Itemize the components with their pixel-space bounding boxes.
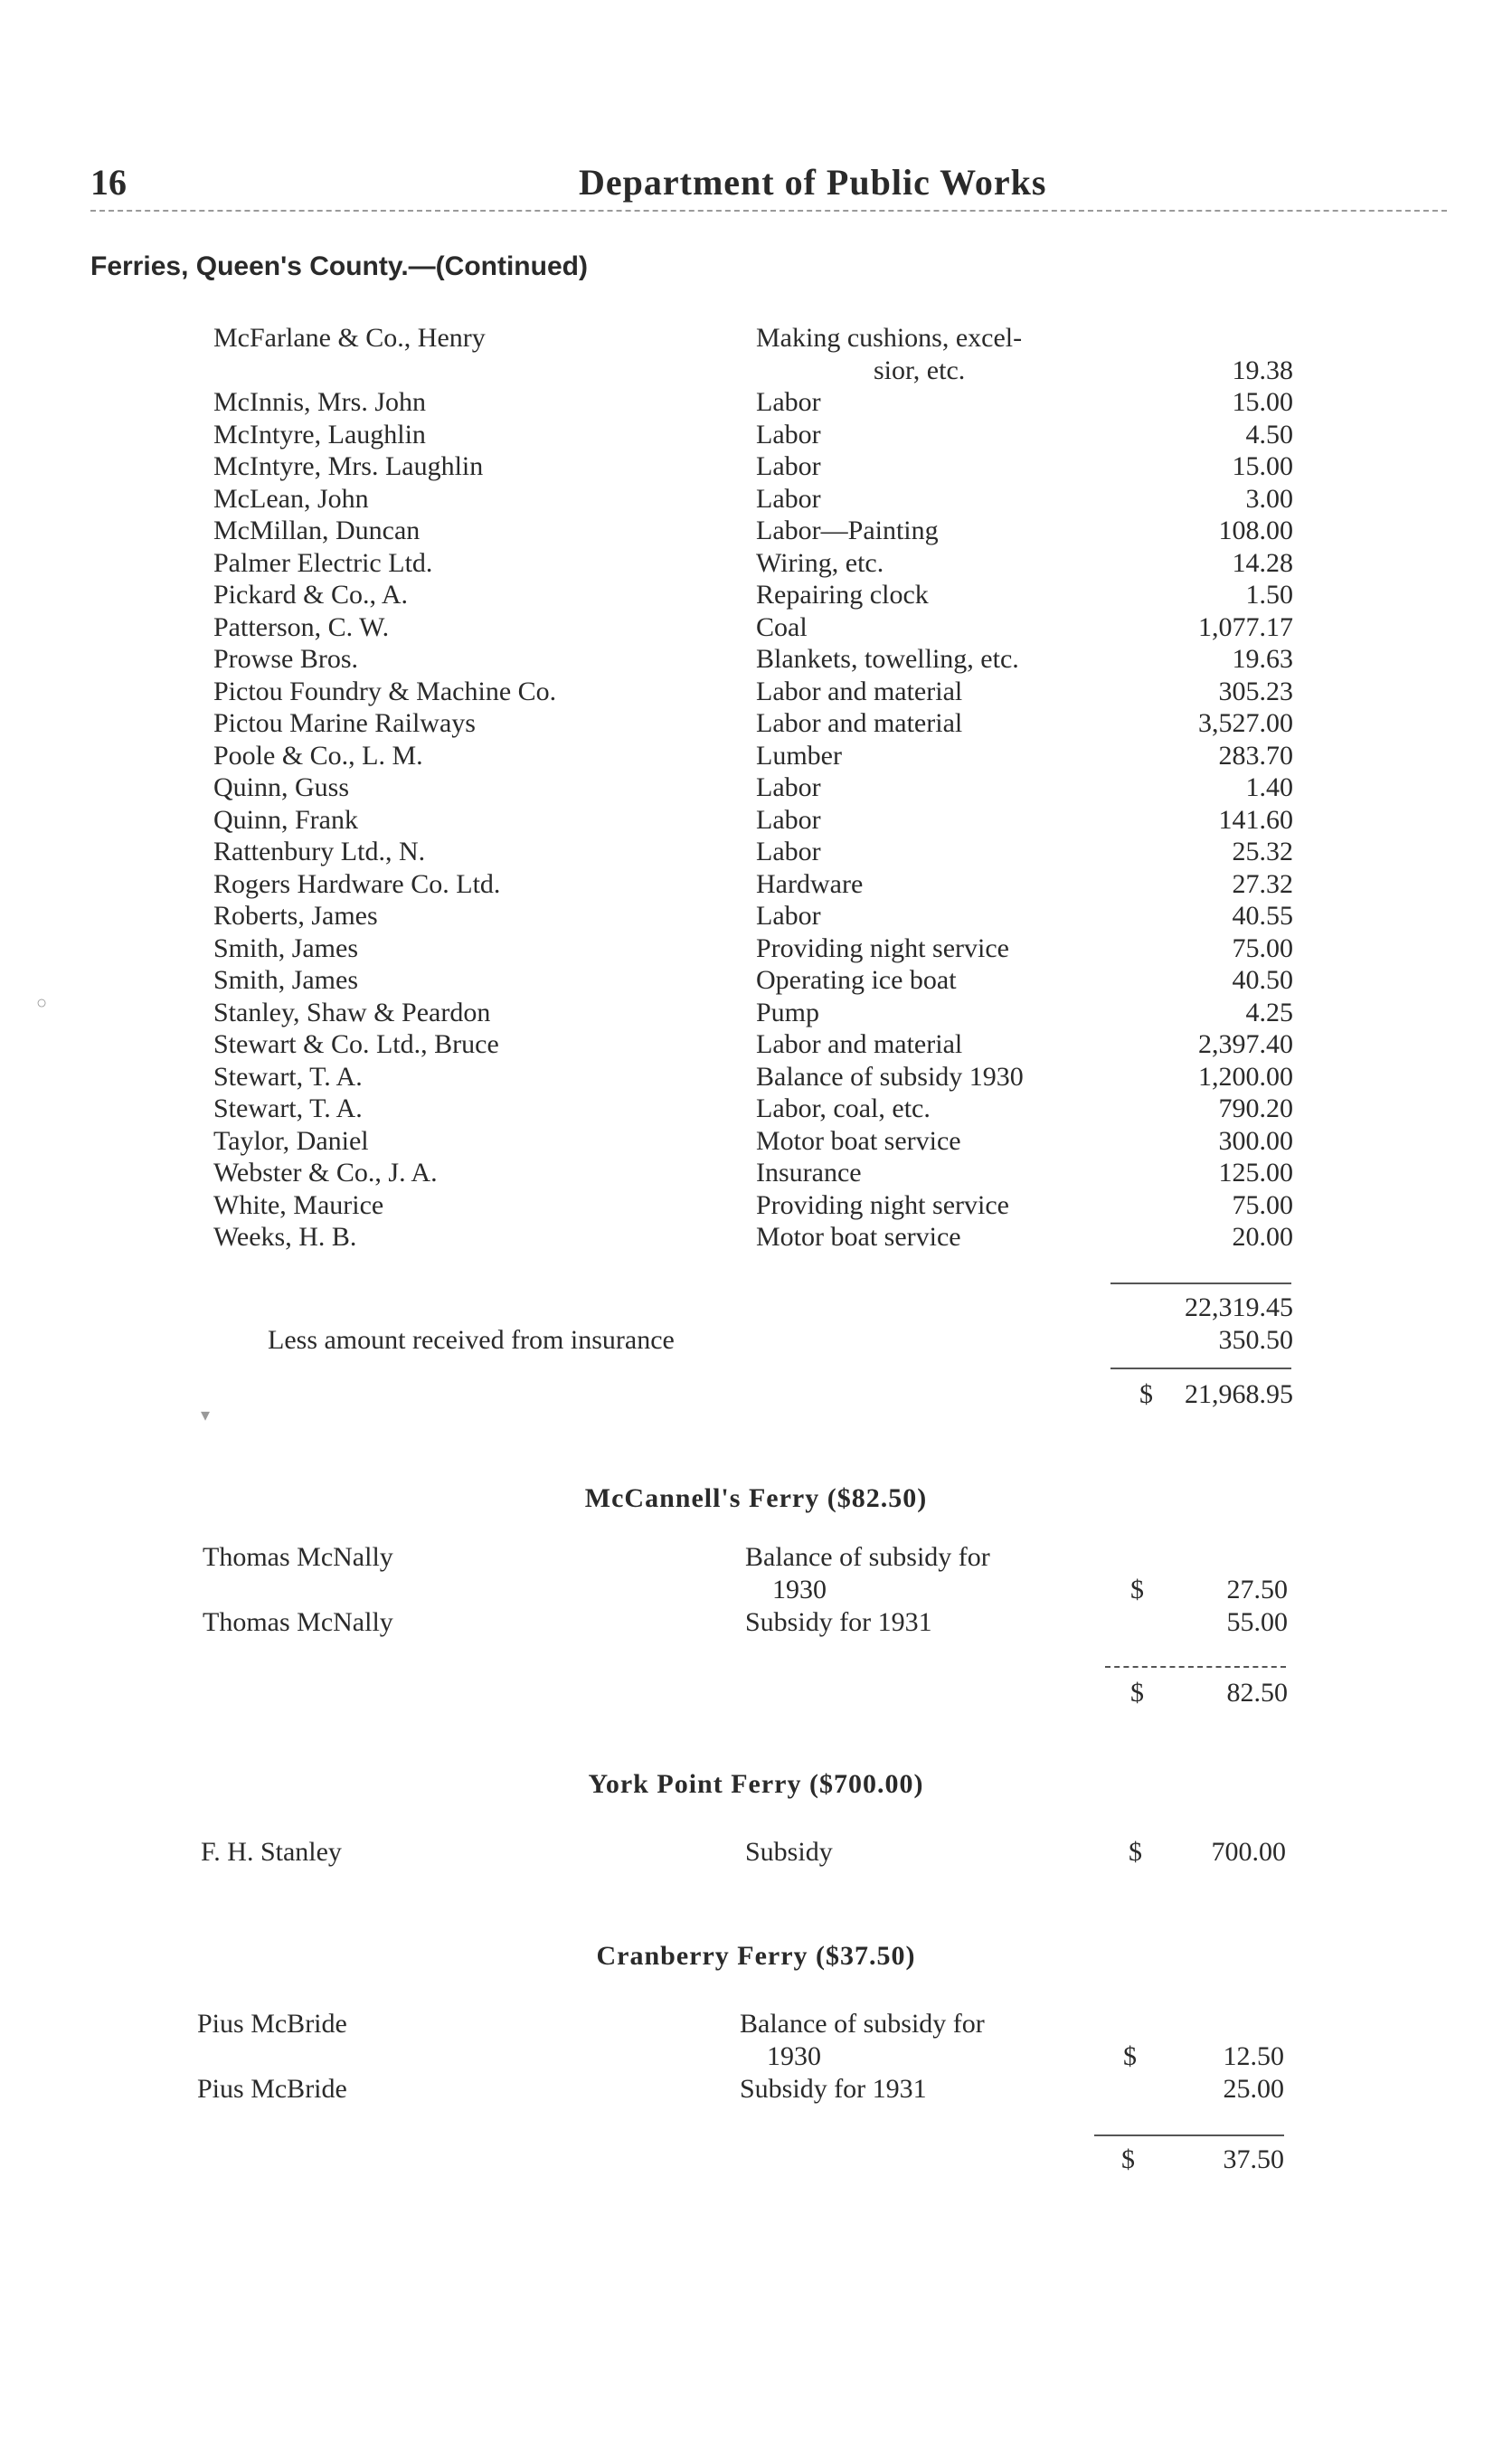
stray-mark: ▾ (201, 1406, 211, 1425)
less-insurance-label: Less amount received from insurance (268, 1325, 675, 1355)
table-row (213, 771, 1293, 804)
less-insurance-row (268, 1324, 1293, 1357)
table-row (213, 1221, 1293, 1254)
payment-amount: 55.00 (1226, 1607, 1288, 1637)
cranberry-heading: Cranberry Ferry ($37.50) (596, 1941, 916, 1971)
payment-amount: 141.60 (1218, 804, 1293, 835)
payee-name: Roberts, James (213, 901, 378, 931)
payee-name: Smith, James (213, 932, 359, 963)
subtotal-row (1085, 1292, 1293, 1324)
payment-description: Labor (756, 837, 821, 866)
table-row (213, 900, 1293, 932)
payment-amount: 2,397.40 (1198, 1029, 1293, 1059)
payment-amount: 15.00 (1232, 451, 1293, 481)
payee-name: McMillan, Duncan (213, 516, 421, 545)
mccannell-heading: McCannell's Ferry ($82.50) (584, 1483, 928, 1513)
payment-amount: 1,077.17 (1198, 611, 1293, 642)
payment-description: Providing night service (756, 932, 1009, 963)
payment-amount: 700.00 (1211, 1837, 1286, 1867)
payment-description: Motor boat service (756, 1125, 961, 1156)
payment-amount: 15.00 (1232, 387, 1293, 417)
payee-name: Webster & Co., J. A. (213, 1158, 438, 1188)
payee-name: Pius McBride (197, 2009, 347, 2039)
table-row (213, 676, 1293, 708)
payment-description-cont: 1930 (772, 1575, 827, 1604)
payment-amount: 108.00 (1218, 516, 1293, 545)
payment-amount: 790.20 (1218, 1093, 1293, 1123)
payment-description: Labor—Painting (756, 516, 939, 545)
table-row (213, 450, 1293, 483)
table-row (213, 740, 1293, 772)
payee-name: Thomas McNally (203, 1542, 393, 1572)
payment-amount: 75.00 (1232, 932, 1293, 963)
table-row (197, 2073, 1284, 2106)
section-title: Ferries, Queen's County.—(Continued) (90, 251, 588, 281)
payment-description: Labor (756, 483, 821, 514)
cranberry-rule (1094, 2134, 1284, 2136)
table-row (213, 643, 1293, 676)
table-row (213, 1157, 1293, 1189)
payee-name: McInnis, Mrs. John (213, 387, 427, 417)
table-row (213, 997, 1293, 1029)
page-number: 16 (90, 162, 127, 203)
dollar-sign: $ (1123, 2041, 1137, 2071)
payment-amount: 3.00 (1245, 483, 1293, 514)
payment-description: Labor and material (756, 676, 963, 706)
table-row (203, 1606, 1288, 1639)
payment-description: Wiring, etc. (756, 547, 884, 578)
payee-name: Palmer Electric Ltd. (213, 547, 433, 578)
payment-description: Labor (756, 451, 821, 481)
payment-description: Coal (756, 611, 808, 642)
payment-amount: 1.40 (1245, 772, 1293, 802)
payment-amount: 27.32 (1232, 868, 1293, 899)
payment-amount: 20.00 (1232, 1222, 1293, 1252)
payment-description: Balance of subsidy 1930 (756, 1061, 1024, 1092)
table-row (213, 932, 1293, 965)
payee-name: Pickard & Co., A. (213, 580, 408, 610)
table-row (213, 579, 1293, 611)
payee-name: Stewart, T. A. (213, 1061, 363, 1092)
payment-amount: 75.00 (1232, 1189, 1293, 1220)
payment-description: Subsidy (745, 1837, 833, 1867)
payee-name: Smith, James (213, 965, 359, 995)
payment-description-cont: 1930 (767, 2041, 821, 2071)
running-title: Department of Public Works (579, 162, 1047, 203)
table-row-continuation (213, 355, 1293, 387)
payee-name: Stanley, Shaw & Peardon (213, 997, 491, 1027)
table-row (213, 707, 1293, 740)
payment-amount: 40.55 (1232, 901, 1293, 931)
dollar-sign: $ (1130, 1575, 1144, 1604)
payee-name: Pius McBride (197, 2074, 347, 2104)
total-row (1085, 1378, 1293, 1411)
table-row (213, 1061, 1293, 1093)
payee-name: Rogers Hardware Co. Ltd. (213, 868, 501, 899)
subtotal-amount: 22,319.45 (1185, 1292, 1293, 1322)
payment-amount: 305.23 (1218, 676, 1293, 706)
payee-name: Quinn, Frank (213, 804, 358, 835)
table-row (203, 1541, 1288, 1574)
payment-amount: 4.50 (1245, 419, 1293, 450)
payment-amount: 19.38 (1232, 355, 1293, 385)
cranberry-total-amount: 37.50 (1223, 2144, 1284, 2174)
payment-description: Balance of subsidy for (740, 2009, 985, 2039)
payment-amount: 40.50 (1232, 965, 1293, 995)
payee-name: McFarlane & Co., Henry (213, 323, 486, 353)
payee-name: Pictou Marine Railways (213, 708, 476, 738)
payment-amount: 27.50 (1226, 1575, 1288, 1604)
payee-name: Patterson, C. W. (213, 611, 390, 642)
payment-description: Blankets, towelling, etc. (756, 644, 1019, 674)
table-row (213, 419, 1293, 451)
payee-name: Taylor, Daniel (213, 1125, 369, 1156)
york-heading: York Point Ferry ($700.00) (588, 1769, 924, 1799)
payee-name: Stewart & Co. Ltd., Bruce (213, 1029, 499, 1059)
payment-description: Operating ice boat (756, 965, 957, 995)
table-row (213, 547, 1293, 580)
header-rule (90, 210, 1447, 212)
mccannell-total-amount: 82.50 (1226, 1678, 1288, 1708)
payment-description: Subsidy for 1931 (745, 1607, 932, 1637)
table-row (213, 611, 1293, 644)
payment-amount: 19.63 (1232, 644, 1293, 674)
table-row (213, 1028, 1293, 1061)
payment-amount: 283.70 (1218, 740, 1293, 771)
table-row (197, 2008, 1284, 2040)
payment-description: Providing night service (756, 1189, 1009, 1220)
payment-amount: 14.28 (1232, 547, 1293, 578)
payee-name: McIntyre, Mrs. Laughlin (213, 451, 484, 481)
dollar-sign: $ (1129, 1837, 1142, 1867)
payment-description: Labor (756, 419, 821, 450)
payee-name: F. H. Stanley (201, 1837, 342, 1867)
payee-name: Prowse Bros. (213, 644, 359, 674)
payee-name: Quinn, Guss (213, 772, 350, 802)
payment-amount: 125.00 (1218, 1158, 1293, 1188)
table-row (201, 1836, 1286, 1869)
table-row (213, 483, 1293, 516)
payment-description: Motor boat service (756, 1222, 961, 1252)
payment-description: Balance of subsidy for (745, 1542, 990, 1572)
cranberry-total-row (1085, 2144, 1284, 2176)
total-dollar-sign: $ (1139, 1379, 1153, 1409)
payee-name: Pictou Foundry & Machine Co. (213, 676, 557, 706)
payment-description: Labor, coal, etc. (756, 1093, 931, 1123)
payee-name: Thomas McNally (203, 1607, 393, 1637)
payee-name: Rattenbury Ltd., N. (213, 837, 426, 866)
subtotal-rule (1110, 1283, 1291, 1284)
table-row (213, 836, 1293, 868)
payment-description: Subsidy for 1931 (740, 2074, 927, 2104)
margin-mark: ○ (36, 993, 48, 1013)
payment-description-cont: sior, etc. (874, 355, 966, 385)
payment-description: Hardware (756, 868, 864, 899)
payee-name: Stewart, T. A. (213, 1093, 363, 1123)
payee-name: Weeks, H. B. (213, 1222, 357, 1252)
less-insurance-amount: 350.50 (1218, 1325, 1293, 1355)
mccannell-total-row (1085, 1677, 1288, 1709)
payment-description: Labor (756, 772, 821, 802)
mccannell-rule (1105, 1666, 1286, 1668)
total-rule (1110, 1368, 1291, 1369)
payment-amount: 25.32 (1232, 837, 1293, 866)
payment-description: Labor (756, 901, 821, 931)
payment-amount: 4.25 (1245, 997, 1293, 1027)
payment-description: Making cushions, excel- (756, 323, 1023, 353)
payment-description: Labor and material (756, 1029, 963, 1059)
payment-description: Insurance (756, 1158, 862, 1188)
table-row (213, 1189, 1293, 1222)
table-row (213, 868, 1293, 901)
table-row (213, 322, 1293, 355)
table-row (213, 386, 1293, 419)
total-amount: 21,968.95 (1185, 1379, 1293, 1409)
payment-description: Repairing clock (756, 580, 929, 610)
table-row (213, 1093, 1293, 1125)
payment-amount: 25.00 (1223, 2074, 1284, 2104)
table-row-continuation (203, 1574, 1288, 1606)
payee-name: Poole & Co., L. M. (213, 740, 423, 771)
payment-amount: 1.50 (1245, 580, 1293, 610)
payee-name: McIntyre, Laughlin (213, 419, 426, 450)
payee-name: White, Maurice (213, 1189, 384, 1220)
payment-description: Labor and material (756, 708, 963, 738)
payment-amount: 1,200.00 (1198, 1061, 1293, 1092)
page-header (90, 161, 1447, 206)
payee-name: McLean, John (213, 483, 369, 514)
table-row (213, 804, 1293, 837)
table-row (213, 1125, 1293, 1158)
table-row-continuation (197, 2040, 1284, 2073)
payment-amount: 300.00 (1218, 1125, 1293, 1156)
mccannell-total-dollar: $ (1130, 1678, 1144, 1708)
payment-description: Pump (756, 997, 820, 1027)
payment-description: Lumber (756, 740, 842, 771)
table-row (213, 515, 1293, 547)
payment-amount: 3,527.00 (1198, 708, 1293, 738)
payment-description: Labor (756, 387, 821, 417)
table-row (213, 964, 1293, 997)
cranberry-total-dollar: $ (1121, 2144, 1135, 2174)
payment-amount: 12.50 (1223, 2041, 1284, 2071)
payment-description: Labor (756, 804, 821, 835)
